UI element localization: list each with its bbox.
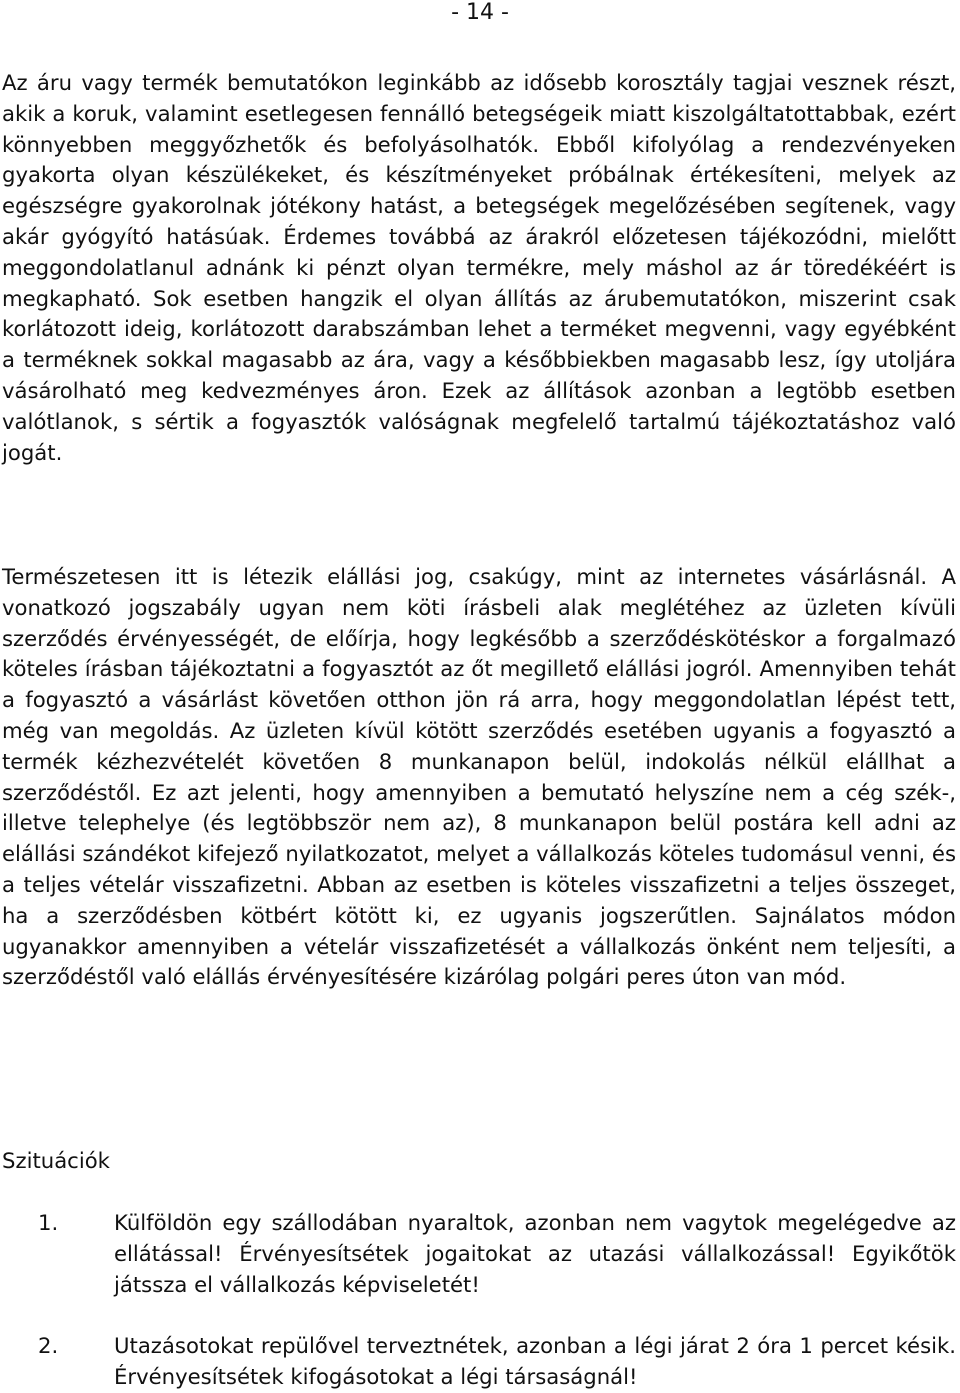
page-number: - 14 -	[451, 0, 509, 25]
body-paragraph-2: Természetesen itt is létezik elállási jog, csakúgy, mint az internetes vásárlásnál. A vonatkozó jogszabály ugyan nem köti írásbeli alak meglétéhez az üzleten kívüli szerződés érvényességét, de előírja, hogy legkésőbb a szerződéskötéskor a forgalmazó köteles írásban tájékoztatni a fogyasztót az őt megillető elállási jogról. Amennyiben tehát a fogyasztó a vásárlást követően otthon jön rá arra, hogy meggondolatlan lépést tett, még van megoldás. Az üzleten kívül kötött szerződés esetében ugyanis a fogyasztó a termék kézhezvételét követően 8 munkanapon belül, indokolás nélkül elállhat a szerződéstől. Ez azt jelenti, hogy amennyiben a bemutató helyszíne nem a cég szék-, illetve telephelye (és legtöbbször nem az), 8 munkanapon belül postára kell adni az elállási szándékot kifejező nyilatkozatot, melyet a vállalkozás köteles tudomásul venni, és a teljes vételár visszafizetni. Abban az esetben is köteles visszafizetni a teljes összeget, ha a szerződésben kötbért kötött ki, ez ugyanis jogszerűtlen. Sajnálatos módon ugyanakkor amennyiben a vételár visszafizetését a vállalkozás önként nem teljesíti, a szerződéstől való elállás érvényesítésére kizárólag polgári peres úton van mód.	[2, 564, 956, 990]
list-item-text: Utazásotokat repülővel terveztnétek, azonban a légi járat 2 óra 1 percet késik. Érvényesítsétek kifogásotokat a légi társaságnál!	[114, 1333, 956, 1389]
situation-list-item	[2, 1208, 956, 1300]
list-item-text: Külföldön egy szállodában nyaraltok, azonban nem vagytok megelégedve az ellátással! Érvényesítsétek jogaitokat az utazási vállalkozással! Egyikőtök játssza el vállalkozás képviseletét!	[114, 1210, 956, 1297]
section-heading: Szituációk	[2, 1148, 110, 1173]
situation-list-item	[2, 1331, 956, 1393]
list-item-number: 2.	[38, 1333, 59, 1358]
body-paragraph-1: Az áru vagy termék bemutatókon leginkább az idősebb korosztály tagjai vesznek részt, akik a koruk, valamint esetlegesen fennálló betegségeik miatt kiszolgáltatottabbak, ezért könnyebben meggyőzhetők és befolyásolhatók. Ebből kifolyólag a rendezvényeken gyakorta olyan készülékeket, és készítményeket próbálnak értékesíteni, melyek az egészségre gyakorolnak jótékony hatást, a betegségek megelőzésében segítenek, vagy akár gyógyító hatásúak. Érdemes továbbá az árakról előzetesen tájékozódni, mielőtt meggondolatlanul adnánk ki pénzt olyan termékre, mely máshol az ár töredékéért is megkapható. Sok esetben hangzik el olyan állítás az árubemutatókon, miszerint csak korlátozott ideig, korlátozott darabszámban lehet a terméket megvenni, vagy egyébként a terméknek sokkal magasabb az ára, vagy a későbbiekben magasabb lesz, így utoljára vásárolható meg kedvezményes áron. Ezek az állítások azonban a legtöbb esetben valótlanok, s sértik a fogyasztók valóságnak megfelelő tartalmú tájékoztatáshoz való jogát.	[2, 70, 956, 465]
list-item-number: 1.	[38, 1210, 59, 1235]
